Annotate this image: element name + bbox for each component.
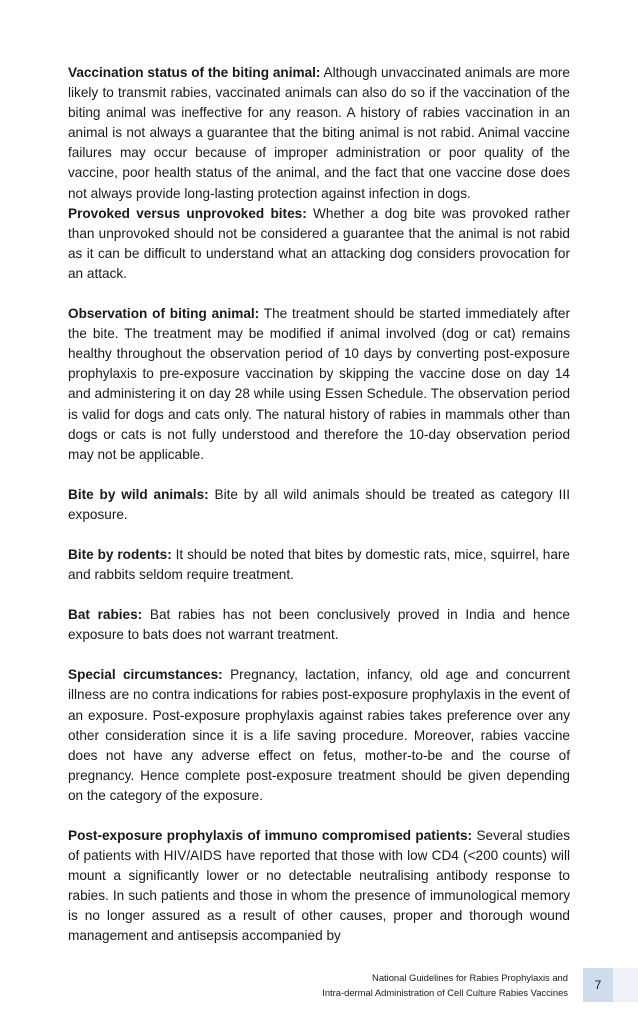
paragraph-heading: Vaccination status of the biting animal: [68, 65, 321, 80]
paragraph-text: The treatment should be started immediately after the bite. The treatment may be modified if animal involved (dog or cat) remains healthy throughout the observation period of 10 days by converting post-exposure prophylaxis to pre-exposure vaccination by skipping the vaccine dose on day 14 and administering it on day 28 while using Essen Schedule. The observation period is valid for dogs and cats only. The natural history of rabies in mammals other than dogs or cats is not fully understood and therefore the 10-day observation period may not be applicable. [68, 306, 571, 462]
paragraph-text: It should be noted that bites by domestic rats, mice, squirrel, hare and rabbits seldom require treatment. [68, 546, 570, 583]
paragraph-heading: Post-exposure prophylaxis of immuno compromised patients: [68, 828, 473, 843]
paragraph-vaccination-status [68, 63, 570, 204]
paragraph-text: Bite by all wild animals should be treated as category III exposure. [68, 486, 570, 522]
paragraph-heading: Special circumstances: [68, 667, 223, 683]
paragraph-bat-rabies [68, 605, 570, 645]
paragraph-heading: Bite by wild animals: [68, 486, 209, 502]
document-body [68, 63, 570, 947]
paragraph-text: Several studies of patients with HIV/AIDS have reported that those with low CD4 (<200 counts) will mount a significantly lower or no detectable neutralising antibody response to rabies. In such patients and those in whom the presence of immunological memory is no longer assured as a result of other causes, proper and thorough wound management and antisepsis accompanied by [68, 828, 570, 944]
paragraph-heading: Bite by rodents: [68, 546, 172, 562]
paragraph-text: Bat rabies has not been conclusively proved in India and hence exposure to bats does not warrant treatment. [68, 607, 570, 643]
paragraph-observation [68, 304, 570, 465]
paragraph-text: Pregnancy, lactation, infancy, old age and concurrent illness are no contra indications for rabies post-exposure prophylaxis in the event of an exposure. Post-exposure prophylaxis against rabies takes preference over any other consideration since it is a life saving procedure. Moreover, rabies vaccine does not have any adverse effect on fetus, mother-to-be and the course of pregnancy. Hence complete post-exposure treatment should be given depending on the category of the exposure. [68, 667, 571, 803]
paragraph-heading: Bat rabies: [68, 607, 143, 623]
paragraph-immunocompromised [68, 826, 570, 947]
paragraph-heading: Provoked versus unprovoked bites: [68, 205, 307, 221]
paragraph-text: Although unvaccinated animals are more likely to transmit rabies, vaccinated animals can also do so if the vaccination of the biting animal was ineffective for any reason. A history of rabies vaccination in an animal is not always a guarantee that the biting animal is not rabid. Animal vaccine failures may occur because of improper administration or poor quality of the vaccine, poor health status of the animal, and the fact that one vaccine dose does not always provide long-lasting protection against infection in dogs. [68, 65, 570, 201]
page-number: 7 [583, 968, 613, 1002]
page-edge-bar [613, 968, 638, 1002]
paragraph-provoked-bites [68, 204, 570, 284]
footer-title-line1: National Guidelines for Rabies Prophylaxis and [372, 972, 568, 983]
paragraph-heading: Observation of biting animal: [68, 306, 260, 322]
paragraph-text: Whether a dog bite was provoked rather than unprovoked should not be considered a guarantee that the animal is not rabid as it can be difficult to understand what an attacking dog considers provocation for an attack. [68, 205, 571, 281]
paragraph-rodents [68, 545, 570, 585]
page-footer [322, 970, 568, 1000]
paragraph-special-circumstances [68, 665, 570, 806]
paragraph-wild-animals [68, 485, 570, 525]
footer-title-line2: Intra-dermal Administration of Cell Culture Rabies Vaccines [322, 987, 568, 998]
